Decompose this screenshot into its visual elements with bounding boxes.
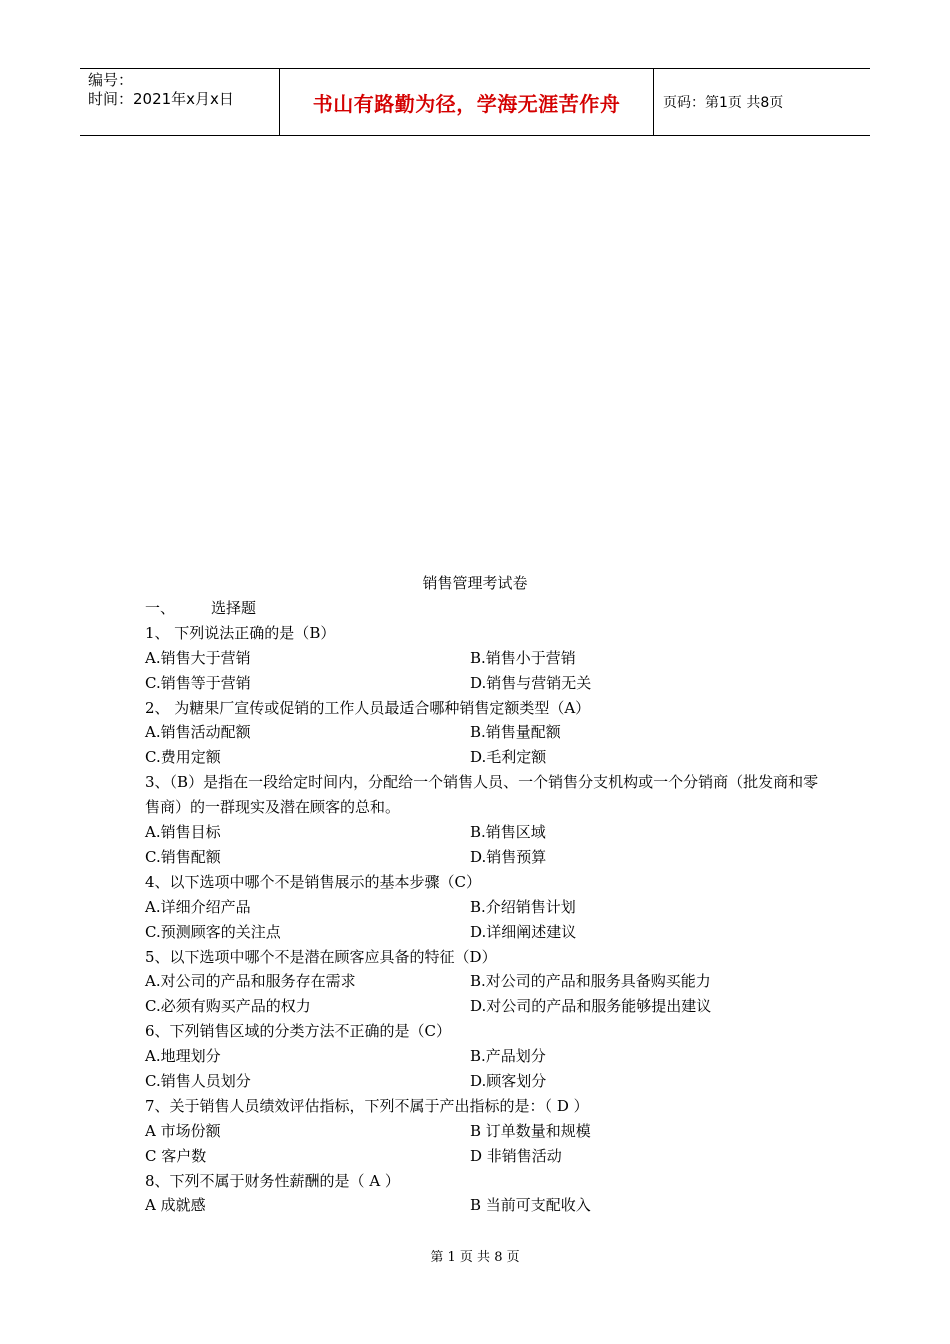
question-stem: 7、关于销售人员绩效评估指标，下列不属于产出指标的是：（ D ） <box>145 1096 589 1115</box>
option-row <box>145 646 825 671</box>
option: D.顾客划分 <box>470 1071 547 1090</box>
option: B 订单数量和规模 <box>470 1121 591 1140</box>
question-stem: 2、 为糖果厂宣传或促销的工作人员最适合哪种销售定额类型（A） <box>145 698 591 717</box>
option-row <box>145 745 825 770</box>
option: D.销售与营销无关 <box>470 673 592 692</box>
option-row <box>145 820 825 845</box>
exam-content <box>145 596 825 1218</box>
option: A 成就感 <box>145 1196 206 1215</box>
page-header <box>80 68 870 136</box>
option: B.销售量配额 <box>470 723 561 742</box>
option: C.销售等于营销 <box>145 673 251 692</box>
option: A.对公司的产品和服务存在需求 <box>145 972 356 991</box>
option-row <box>145 920 825 945</box>
section-number: 一、 <box>145 599 176 617</box>
option-row <box>145 1044 825 1069</box>
option: C.必须有购买产品的权力 <box>145 997 311 1016</box>
option: D.销售预算 <box>470 847 547 866</box>
option: C.预测顾客的关注点 <box>145 922 281 941</box>
question-stem: 6、下列销售区域的分类方法不正确的是（C） <box>145 1022 452 1041</box>
option: A.销售目标 <box>145 823 221 842</box>
page-footer: 第 1 页 共 8 页 <box>430 1250 520 1265</box>
option: B 当前可支配收入 <box>470 1196 591 1215</box>
document-time-label: 时间：2021年x月x日 <box>88 90 234 108</box>
option: A.地理划分 <box>145 1047 221 1066</box>
section-label: 选择题 <box>211 599 257 617</box>
question-stem: 5、以下选项中哪个不是潜在顾客应具备的特征（D） <box>145 947 497 966</box>
question-stem: 4、以下选项中哪个不是销售展示的基本步骤（C） <box>145 872 482 891</box>
option-row <box>145 895 825 920</box>
option: D.对公司的产品和服务能够提出建议 <box>470 997 712 1016</box>
option: C 客户数 <box>145 1146 207 1165</box>
option-row <box>145 845 825 870</box>
document-title: 销售管理考试卷 <box>422 574 528 592</box>
option-row <box>145 1144 825 1169</box>
option-row <box>145 1119 825 1144</box>
option-row <box>145 671 825 696</box>
option: D.毛利定额 <box>470 748 547 767</box>
option-row <box>145 720 825 745</box>
option: B.对公司的产品和服务具备购买能力 <box>470 972 711 991</box>
option: B.产品划分 <box>470 1047 546 1066</box>
header-meta <box>80 69 280 135</box>
option: C.费用定额 <box>145 748 221 767</box>
header-page-label: 页码：第1页 共8页 <box>663 95 784 111</box>
option-row <box>145 969 825 994</box>
option: A 市场份额 <box>145 1121 221 1140</box>
option: C.销售配额 <box>145 847 221 866</box>
option: B.销售区域 <box>470 823 546 842</box>
option: D.详细阐述建议 <box>470 922 577 941</box>
option: A.详细介绍产品 <box>145 897 251 916</box>
option: B.销售小于营销 <box>470 648 576 667</box>
option-row <box>145 1193 825 1218</box>
document-id-label: 编号： <box>88 71 134 89</box>
option: D 非销售活动 <box>470 1146 562 1165</box>
header-motto: 书山有路勤为径，学海无涯苦作舟 <box>280 69 654 135</box>
option: A.销售大于营销 <box>145 648 251 667</box>
option: C.销售人员划分 <box>145 1071 251 1090</box>
option-row <box>145 994 825 1019</box>
question-stem: 8、下列不属于财务性薪酬的是（ A ） <box>145 1171 400 1190</box>
question-stem: 3、（B）是指在一段给定时间内，分配给一个销售人员、一个销售分支机构或一个分销商（批发商和零售商）的一群现实及潜在顾客的总和。 <box>145 773 819 817</box>
option: B.介绍销售计划 <box>470 897 576 916</box>
option-row <box>145 1069 825 1094</box>
option: A.销售活动配额 <box>145 723 251 742</box>
section-heading <box>145 596 825 621</box>
question-stem: 1、 下列说法正确的是（B） <box>145 623 336 642</box>
